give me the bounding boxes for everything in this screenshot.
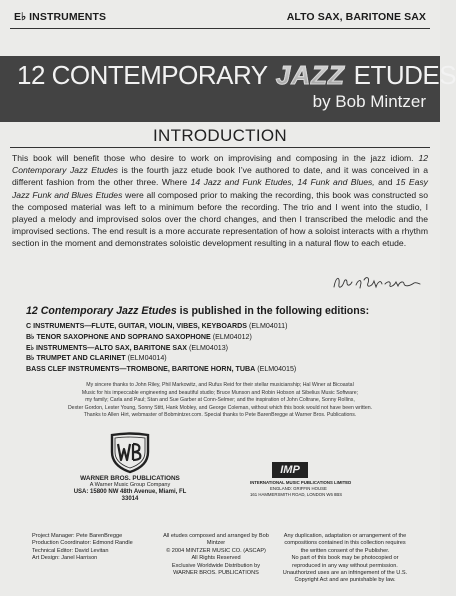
copyright-notice [162, 533, 270, 577]
edition-code: (ELM04012) [212, 332, 252, 341]
intro-segment: were all composed prior to making the recording, this book was constructed so the composed material was left to a minimum before the recording. The trio and I went into the studio, I played a melody and improvised solos over the chord changes, and then I transcribed the melodic and the improvised sections. The end result is a more accurate representation of how a soloist interacts with a rhythm section in the moment and demonstrates soloistic development resulting in a natural flow to each etude. [12, 189, 428, 249]
thanks-line: Dexter Gordon, Lester Young, Sonny Stitt, Hank Mobley, and George Coleman, without which this book would not have been written. [67, 404, 373, 411]
edition-code: (ELM04013) [188, 343, 229, 352]
author: by Bob Mintzer [312, 92, 426, 111]
credit-line: Production Coordinator: Edmond Randle [32, 540, 133, 547]
thanks-line: Thanks to Allen Hirt, webmaster of Bobmintzer.com. Special thanks to Pete BarenBregge at Warner Bros. Publications. [83, 412, 357, 419]
wb-address: USA: 15800 NW 48th Avenue, Miami, FL 33014 [73, 489, 187, 502]
top-bar [14, 9, 426, 25]
title-prefix: 12 CONTEMPORARY [17, 60, 268, 90]
header-rule [10, 28, 430, 29]
wb-shield-icon [108, 432, 152, 474]
legal-line: the written consent of the Publisher. [300, 547, 390, 554]
edition-label: C INSTRUMENTS—FLUTE, GUITAR, VIOLIN, VIBES, KEYBOARDS [26, 322, 247, 330]
intro-segment: 14 Jazz and Funk Etudes, 14 Funk and Blues, [190, 177, 375, 188]
copyright-line: Exclusive Worldwide Distribution by [171, 562, 261, 569]
legal-line: Copyright Act and are punishable by law. [294, 577, 396, 584]
instrument-label: INSTRUMENTS [29, 11, 107, 23]
edition-code: (ELM04014) [127, 354, 167, 363]
intro-segment: 15 Easy Jazz Funk and Blues Etudes [12, 177, 428, 200]
book-title [17, 60, 456, 90]
edition-item [26, 353, 420, 364]
edition-code: (ELM04011) [248, 322, 288, 330]
credit-line: Art Design: Janel Harrison [32, 555, 98, 562]
credits [32, 533, 133, 563]
wb-publisher [70, 475, 190, 503]
legal-line: reproduced in any way without permission. [292, 562, 398, 569]
wb-name: WARNER BROS. PUBLICATIONS [80, 475, 180, 482]
editions-block [26, 305, 420, 375]
legal-line: Unauthorized uses are an infringement of the U.S. [282, 570, 408, 577]
imp-publisher [250, 480, 374, 498]
copyright-line: All Rights Reserved [191, 555, 241, 562]
editions-heading [26, 305, 420, 317]
instrument-key: E♭ [14, 11, 27, 23]
edition-item [26, 321, 420, 332]
edition-item [26, 332, 420, 343]
imp-address-2: 161 HAMMERSMITH ROAD, LONDON W6 8BS [250, 492, 343, 497]
copyright-line: WARNER BROS. PUBLICATIONS [173, 570, 259, 577]
edition-label: E♭ INSTRUMENTS—ALTO SAX, BARITONE SAX [26, 343, 187, 352]
intro-paragraph [12, 152, 428, 250]
legal-line: Any duplication, adaptation or arrangement of the [283, 533, 407, 539]
intro-rule [10, 147, 430, 148]
intro-segment: This book will benefit those who desire to work on improvising and composing in the jazz idiom. [12, 153, 419, 163]
imp-logo: IMP [272, 462, 308, 478]
edition-item [26, 364, 420, 375]
edition-label: BASS CLEF INSTRUMENTS—TROMBONE, BARITONE HORN, TUBA [26, 365, 256, 374]
instrument-right: ALTO SAX, BARITONE SAX [286, 11, 426, 23]
thanks-line: My sincere thanks to John Riley, Phil Markowitz, and Rufus Reid for their stellar musicianship; Hal Winer at Bicoastal [86, 382, 354, 388]
copyright-line: All etudes composed and arranged by Bob Mintzer [163, 533, 269, 547]
instrument-label-group [14, 11, 106, 23]
title-suffix: ETUDES [353, 60, 456, 90]
signature-icon [330, 272, 424, 294]
editions-heading-title: 12 Contemporary Jazz Etudes [26, 305, 177, 317]
imp-address-1: ENGLAND: GRIFFIN HOUSE [270, 486, 327, 491]
credit-line: Technical Editor: David Levitan [32, 547, 109, 554]
legal-line: compositions contained in this collection requires [284, 540, 406, 547]
intro-segment: is the fourth jazz etude book I’ve authored to date, and it was conceived in a different fashion from the other three. Where [12, 165, 428, 188]
thanks-line: my family; Carla and Paul; Stan and Sue Garber at Conn-Selmer; and the inspiration of John Coltrane, Sonny Rollins, [85, 397, 355, 404]
title-jazz: JAZZ [275, 60, 345, 90]
legal-notice [282, 533, 408, 585]
intro-segment: 12 Contemporary Jazz Etudes [12, 153, 428, 176]
edition-label: B♭ TENOR SAXOPHONE AND SOPRANO SAXOPHONE [26, 332, 211, 341]
intro-heading: INTRODUCTION [153, 126, 287, 145]
wb-sub: A Warner Music Group Company [89, 482, 171, 488]
acknowledgements [42, 382, 398, 420]
edition-item [26, 343, 420, 354]
legal-line: No part of this book may be photocopied or [291, 555, 399, 562]
edition-code: (ELM04015) [257, 365, 297, 374]
thanks-line: Music for his impeccable engineering and beautiful studio; Bruce Munson and Robin Hobson at Sibelius Music Software; [81, 389, 359, 396]
credit-line: Project Manager: Pete BarenBregge [32, 533, 123, 539]
editions-heading-rest: is published in the following editions: [176, 305, 370, 317]
imp-name: INTERNATIONAL MUSIC PUBLICATIONS LIMITED [250, 480, 352, 485]
intro-segment: and [374, 177, 396, 188]
edition-label: B♭ TRUMPET AND CLARINET [26, 354, 126, 363]
copyright-line: © 2004 MINTZER MUSIC CO. (ASCAP) [166, 547, 266, 554]
